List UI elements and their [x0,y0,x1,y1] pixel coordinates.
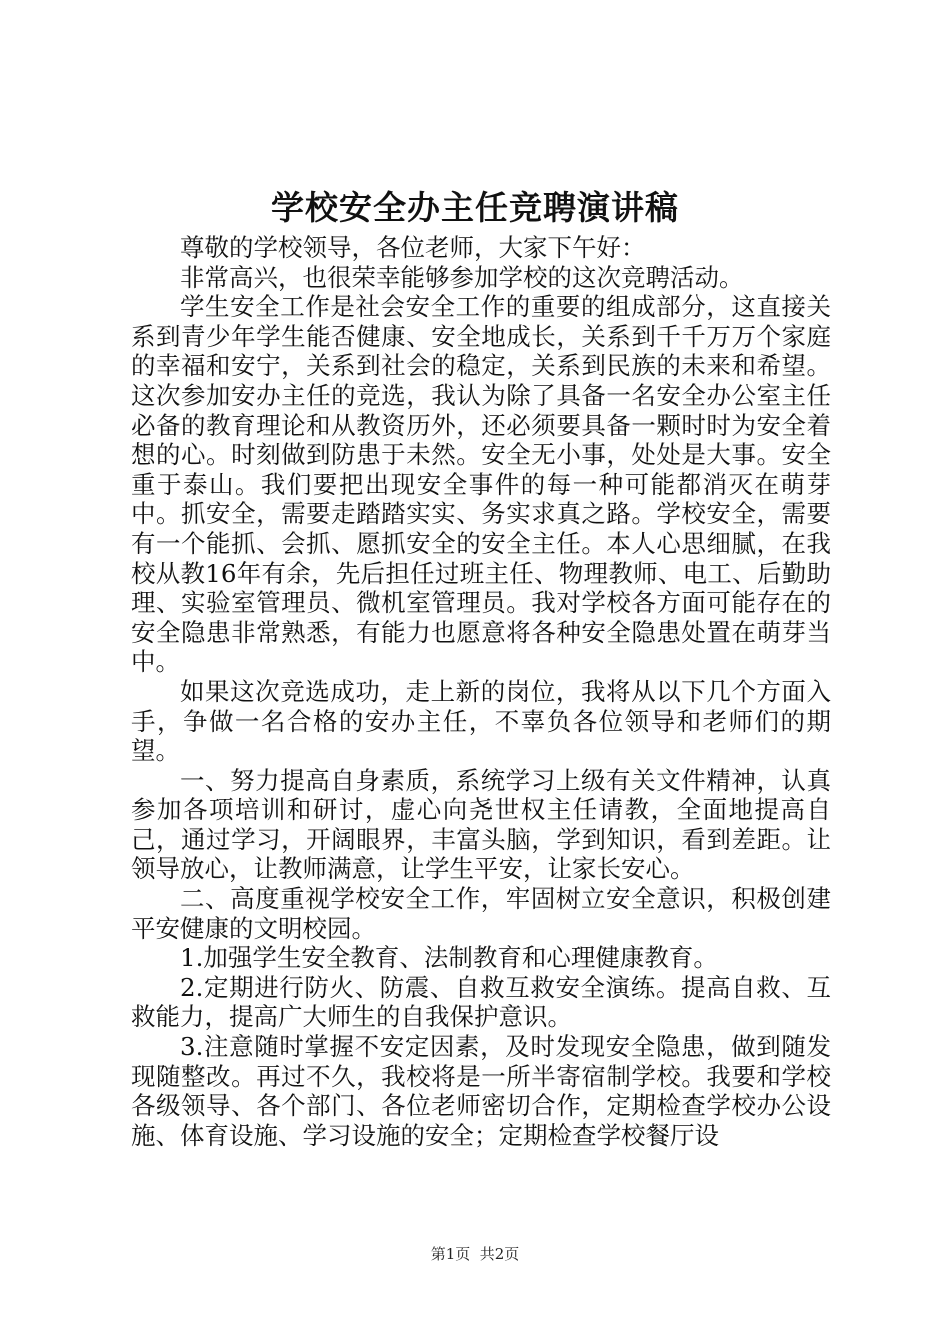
paragraph-item-3: 3.注意随时掌握不安定因素，及时发现安全隐患，做到随发现随整改。再过不久，我校将是一所半寄宿制学校。我要和学校各级领导、各个部门、各位老师密切合作，定期检查学校办公设施、体育设施、学习设施的安全；定期检查学校餐厅设 [131,1032,831,1150]
paragraph-safety-importance: 学生安全工作是社会安全工作的重要的组成部分，这直接关系到青少年学生能否健康、安全地成长，关系到千千万万个家庭的幸福和安宁，关系到社会的稳定，关系到民族的未来和希望。这次参加安办主任的竞选，我认为除了具备一名安全办公室主任必备的教育理论和从教资历外，还必须要具备一颗时时为安全着想的心。时刻做到防患于未然。安全无小事，处处是大事。安全重于泰山。我们要把出现安全事件的每一种可能都消灭在萌芽中。抓安全，需要走踏踏实实、务实求真之路。学校安全，需要有一个能抓、会抓、愿抓安全的安全主任。本人心思细腻，在我校从教16年有余，先后担任过班主任、物理教师、电工、后勤助理、实验室管理员、微机室管理员。我对学校各方面可能存在的安全隐患非常熟悉，有能力也愿意将各种安全隐患处置在萌芽当中。 [131,292,831,677]
paragraph-point-two: 二、高度重视学校安全工作，牢固树立安全意识，积极创建平安健康的文明校园。 [131,884,831,943]
page-footer [0,1244,950,1264]
paragraph-item-2: 2.定期进行防火、防震、自救互救安全演练。提高自救、互救能力，提高广大师生的自我保护意识。 [131,972,831,1032]
paragraph-greeting: 尊敬的学校领导，各位老师，大家下午好： [180,233,646,262]
paragraph-plan-intro: 如果这次竞选成功，走上新的岗位，我将从以下几个方面入手，争做一名合格的安办主任，不辜负各位领导和老师们的期望。 [131,676,831,766]
paragraph-opening: 非常高兴，也很荣幸能够参加学校的这次竞聘活动。 [180,262,744,292]
page-number-label: 第1页 共2页 [430,1245,520,1263]
document-body [131,233,831,1150]
paragraph-item-1: 1.加强学生安全教育、法制教育和心理健康教育。 [180,943,718,973]
paragraph-point-one: 一、努力提高自身素质，系统学习上级有关文件精神，认真参加各项培训和研讨，虚心向尧世权主任请教，全面地提高自己，通过学习，开阔眼界，丰富头脑，学到知识，看到差距。让领导放心，让教师满意，让学生平安，让家长安心。 [131,765,831,884]
document-title: 学校安全办主任竞聘演讲稿 [271,188,679,227]
